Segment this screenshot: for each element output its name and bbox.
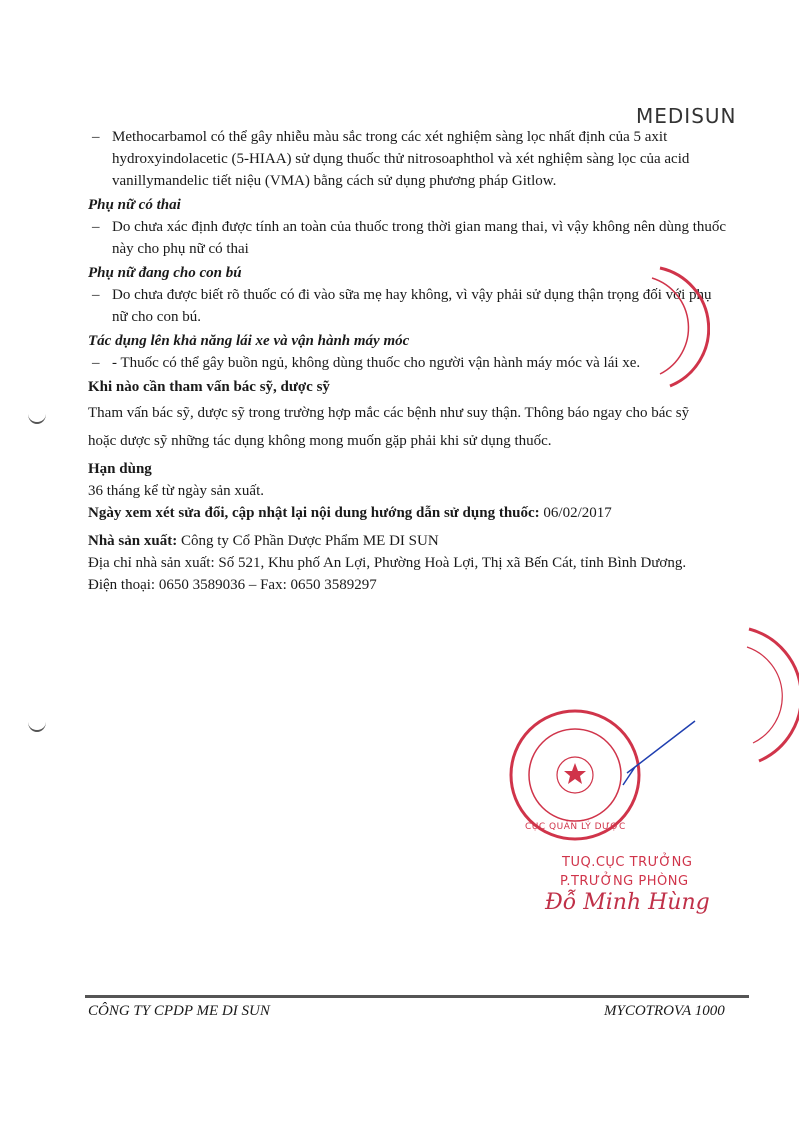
review-date: 06/02/2017	[539, 505, 612, 521]
medisun-logo: MEDISUN	[636, 104, 737, 128]
stamp-signature-name: Đỗ Minh Hùng	[545, 890, 710, 915]
pregnancy-note: – Do chưa xác định được tính an toàn của thuốc trong thời gian mang thai, vì vậy không nên dùng thuốc này cho phụ nữ có thai	[92, 219, 727, 257]
note-text: Do chưa được biết rõ thuốc có đi vào sữa mẹ hay không, vì vậy phải sử dụng thận trọng đối với phụ nữ cho con bú.	[112, 287, 712, 325]
consult-line-1: Tham vấn bác sỹ, dược sỹ trong trường hợp mắc các bệnh như suy thận. Thông báo ngay cho bác sỹ	[88, 405, 690, 421]
lactation-note: – Do chưa được biết rõ thuốc có đi vào sữa mẹ hay không, vì vậy phải sử dụng thận trọng đối với phụ nữ cho con bú.	[92, 287, 712, 325]
note-text: - Thuốc có thể gây buồn ngủ, không dùng thuốc cho người vận hành máy móc và lái xe.	[112, 355, 641, 371]
manufacturer-address: Địa chỉ nhà sản xuất: Số 521, Khu phố An Lợi, Phường Hoà Lợi, Thị xã Bến Cát, tỉnh Bình Dương.	[88, 555, 687, 571]
footer-company: CÔNG TY CPDP ME DI SUN	[88, 1003, 270, 1019]
punch-hole	[28, 404, 46, 424]
punch-hole	[28, 712, 46, 732]
lactation-heading: Phụ nữ đang cho con bú	[88, 265, 242, 281]
manufacturer-name: Công ty Cổ Phần Dược Phẩm ME DI SUN	[177, 533, 439, 549]
manufacturer-line	[88, 530, 728, 552]
review-label: Ngày xem xét sửa đổi, cập nhật lại nội dung hướng dẫn sử dụng thuốc:	[88, 505, 540, 521]
note-text: Do chưa xác định được tính an toàn của thuốc trong thời gian mang thai, vì vậy không nên dùng thuốc này cho phụ nữ có thai	[112, 219, 727, 257]
methocarbamol-note: – Methocarbamol có thể gây nhiễu màu sắc trong các xét nghiệm sàng lọc nhất định của 5 axit hydroxyindolacetic (5-HIAA) sử dụng thuốc thử nitrosoaphthol và xét nghiệm sàng lọc của acid vanillymandelic tiết niệu (VMA) bằng cách sử dụng phương pháp Gitlow.	[92, 129, 690, 189]
partial-company-stamp	[630, 262, 710, 392]
expiry-text: 36 tháng kể từ ngày sản xuất.	[88, 483, 265, 499]
seal-ring-text: CỤC QUẢN LÝ DƯỢC	[525, 822, 626, 832]
note-text: Methocarbamol có thể gây nhiễu màu sắc trong các xét nghiệm sàng lọc nhất định của 5 axit hydroxyindolacetic (5-HIAA) sử dụng thuốc thử nitrosoaphthol và xét nghiệm sàng lọc của acid vanillymandelic tiết niệu (VMA) bằng cách sử dụng phương pháp Gitlow.	[112, 129, 690, 189]
expiry-heading: Hạn dùng	[88, 461, 152, 477]
edge-stamp	[739, 625, 799, 765]
manufacturer-label: Nhà sản xuất:	[88, 533, 178, 549]
footer-product: MYCOTROVA 1000	[604, 1003, 725, 1019]
driving-note: – - Thuốc có thể gây buồn ngủ, không dùng thuốc cho người vận hành máy móc và lái xe.	[92, 355, 641, 371]
pregnancy-heading: Phụ nữ có thai	[88, 197, 181, 213]
pen-signature-stroke	[615, 715, 705, 795]
stamp-title-1: TUQ.CỤC TRƯỞNG	[562, 855, 693, 870]
manufacturer-phone: Điện thoại: 0650 3589036 – Fax: 0650 3589297	[88, 577, 377, 593]
consult-line-2: hoặc dược sỹ những tác dụng không mong muốn gặp phải khi sử dụng thuốc.	[88, 433, 552, 449]
stamp-title-2: P.TRƯỞNG PHÒNG	[560, 874, 689, 889]
review-date-line	[88, 502, 728, 524]
driving-heading: Tác dụng lên khả năng lái xe và vận hành máy móc	[88, 333, 410, 349]
consult-heading: Khi nào cần tham vấn bác sỹ, dược sỹ	[88, 379, 330, 395]
footer-divider	[85, 995, 749, 998]
